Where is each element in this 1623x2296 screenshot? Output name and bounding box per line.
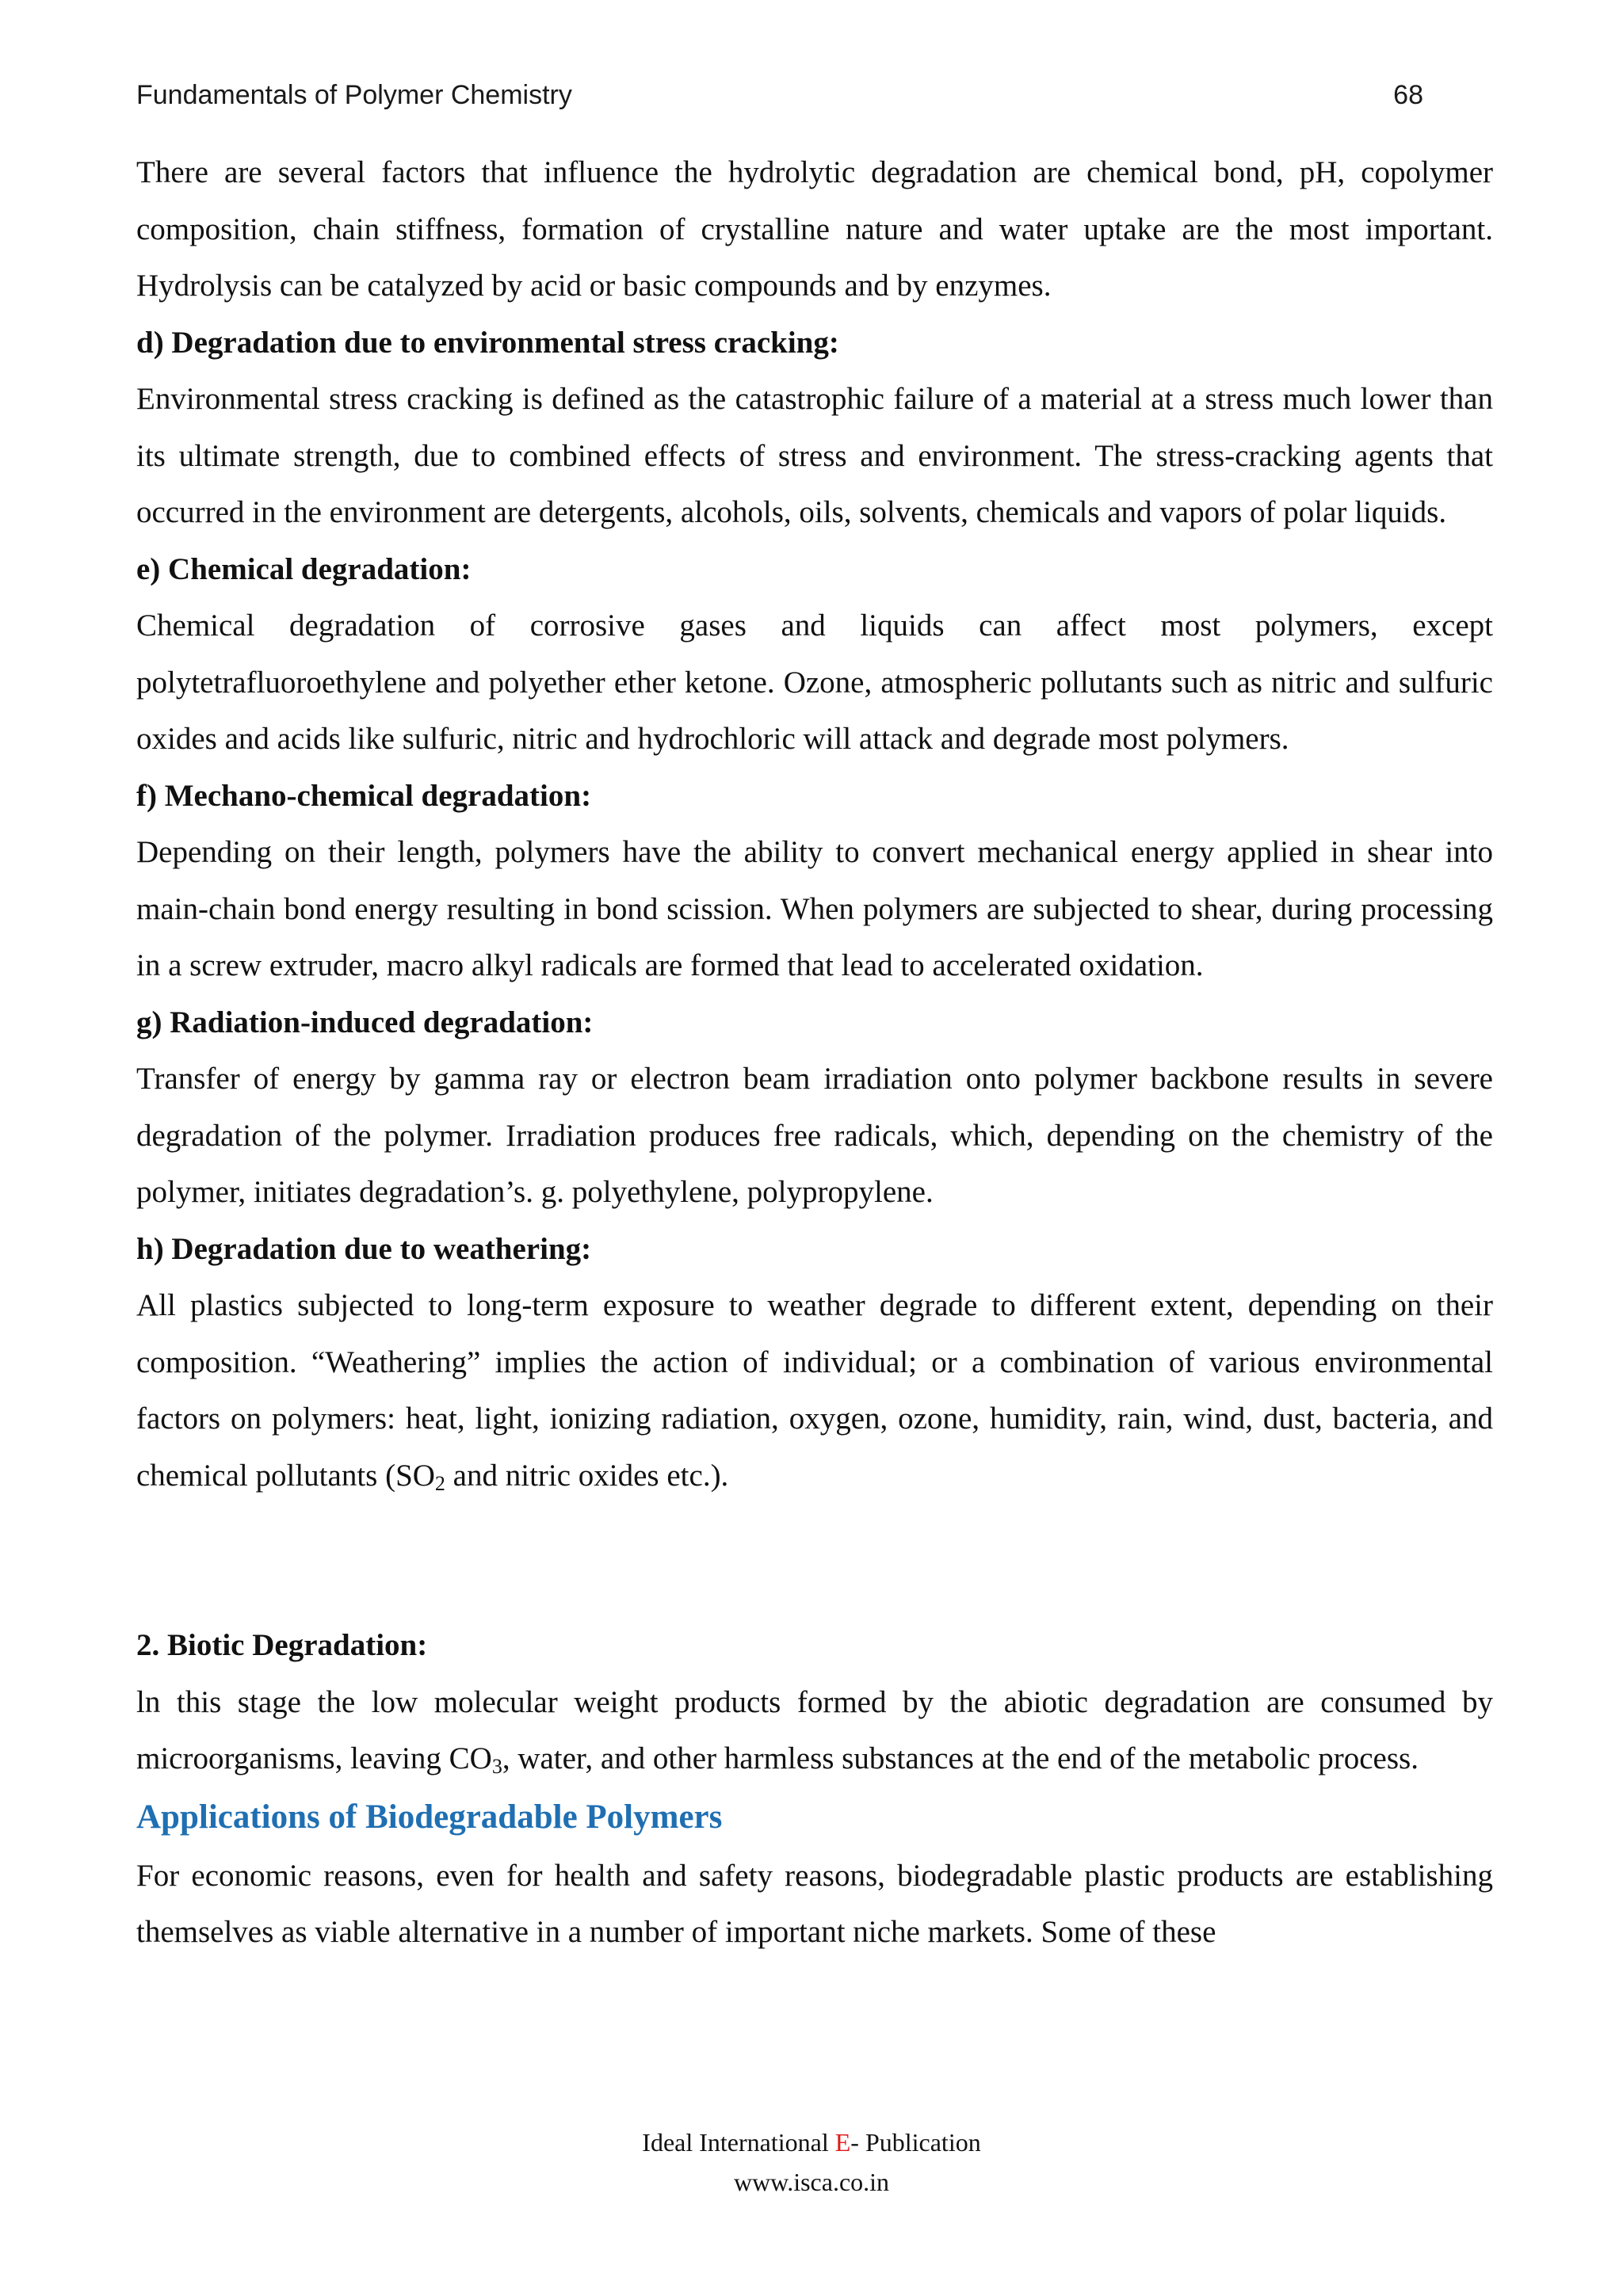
section-h-heading: h) Degradation due to weathering: [136, 1231, 592, 1266]
biotic-text-end: , water, and other harmless substances at the end of the metabolic process. [502, 1741, 1419, 1775]
applications-heading: Applications of Biodegradable Polymers [136, 1798, 723, 1836]
co3-subscript: 3 [491, 1755, 502, 1778]
publisher-prefix: Ideal International [642, 2128, 835, 2157]
intro-paragraph: There are several factors that influence the hydrolytic degradation are chemical bond, pH, copolymer composition, chain stiffness, formation of crystalline nature and water uptake are the most important. Hydrolysis can be catalyzed by acid or basic compounds and by enzymes. [136, 155, 1493, 303]
section-g-heading: g) Radiation-induced degradation: [136, 1005, 594, 1039]
applications-text: For economic reasons, even for health and safety reasons, biodegradable plastic products are establishing themselves as viable alternative in a number of important niche markets. Some of these [136, 1858, 1493, 1949]
publisher-suffix: - Publication [850, 2128, 981, 2157]
biotic-text [136, 1674, 1493, 1787]
page-number: 68 [1393, 80, 1423, 110]
section-e-text: Chemical degradation of corrosive gases and liquids can affect most polymers, except polytetrafluoroethylene and polyether ether ketone. Ozone, atmospheric pollutants such as nitric and sulfuric oxides and acids like sulfuric, nitric and hydrochloric will attack and degrade most polymers. [136, 608, 1493, 756]
book-title: Fundamentals of Polymer Chemistry [136, 80, 572, 110]
section-h-text-end: and nitric oxides etc.). [445, 1458, 729, 1493]
page-content [136, 144, 1493, 1961]
section-h-text-start: All plastics subjected to long-term exposure to weather degrade to different extent, depending on their composition. “Weathering” implies the action of individual; or a combination of various environmental factors on polymers: heat, light, ionizing radiation, oxygen, ozone, humidity, rain, wind, dust, bacteria, and chemical pollutants (SO [136, 1288, 1493, 1493]
section-h-text [136, 1277, 1493, 1504]
publisher-letter-e: E [834, 2128, 851, 2157]
section-e-heading: e) Chemical degradation: [136, 551, 472, 586]
publisher-line [0, 2128, 1623, 2157]
section-g-text: Transfer of energy by gamma ray or electron beam irradiation onto polymer backbone results in severe degradation of the polymer. Irradiation produces free radicals, which, depending on the chemistry of the polymer, initiates degradation’s. g. polyethylene, polypropylene. [136, 1062, 1493, 1209]
section-f-heading: f) Mechano-chemical degradation: [136, 778, 592, 813]
section-d-heading: d) Degradation due to environmental stress cracking: [136, 325, 839, 360]
page-header [136, 80, 1423, 120]
section-gap [136, 1504, 1493, 1617]
section-f-text: Depending on their length, polymers have the ability to convert mechanical energy applied in shear into main-chain bond energy resulting in bond scission. When polymers are subjected to shear, during processing in a screw extruder, macro alkyl radicals are formed that lead to accelerated oxidation. [136, 835, 1493, 982]
biotic-text-start: ln this stage the low molecular weight products formed by the abiotic degradation are consumed by microorganisms, leaving CO [136, 1684, 1493, 1775]
so2-subscript: 2 [434, 1471, 445, 1495]
publisher-website[interactable]: www.isca.co.in [733, 2168, 890, 2196]
biotic-heading: 2. Biotic Degradation: [136, 1628, 428, 1662]
section-d-text: Environmental stress cracking is defined as the catastrophic failure of a material at a stress much lower than its ultimate strength, due to combined effects of stress and environment. The stress-cracking agents that occurred in the environment are detergents, alcohols, oils, solvents, chemicals and vapors of polar liquids. [136, 382, 1493, 529]
